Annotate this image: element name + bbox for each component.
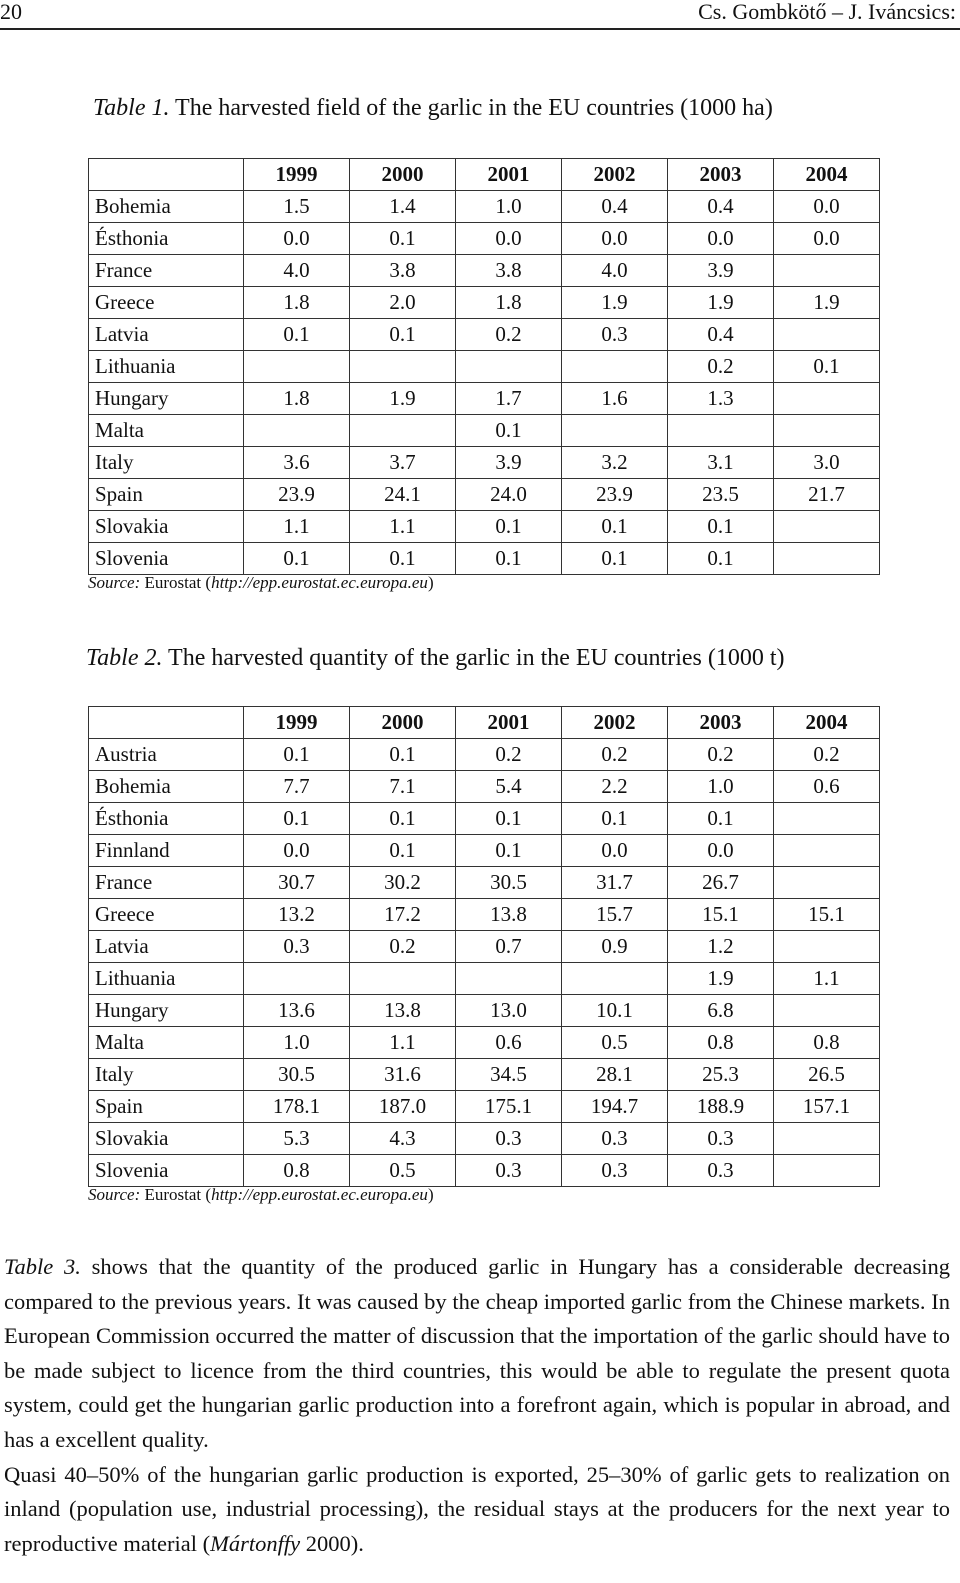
table1-source-label: Source: — [88, 573, 141, 592]
value-cell: 0.1 — [244, 319, 350, 351]
table-row — [89, 835, 880, 867]
value-cell: 1.8 — [244, 287, 350, 319]
header-cell-year: 2001 — [456, 159, 562, 191]
table2-source-label: Source: — [88, 1185, 141, 1204]
value-cell: 0.8 — [244, 1155, 350, 1187]
value-cell: 1.9 — [668, 963, 774, 995]
value-cell: 0.4 — [668, 319, 774, 351]
value-cell: 0.3 — [668, 1155, 774, 1187]
header-cell-year: 1999 — [244, 707, 350, 739]
table-row — [89, 1059, 880, 1091]
value-cell: 0.3 — [244, 931, 350, 963]
paragraph-2-text: Quasi 40–50% of the hungarian garlic production is exported, 25–30% of garlic gets to realization on inland (population use, industrial processing), the residual stays at the producers for the next year to reproductive material ( — [4, 1461, 950, 1556]
value-cell: 187.0 — [350, 1091, 456, 1123]
table-row — [89, 543, 880, 575]
value-cell: 26.5 — [774, 1059, 880, 1091]
country-cell: Italy — [89, 447, 244, 479]
table-row — [89, 739, 880, 771]
value-cell: 0.1 — [668, 511, 774, 543]
value-cell — [562, 963, 668, 995]
value-cell: 0.0 — [562, 223, 668, 255]
value-cell — [244, 415, 350, 447]
value-cell: 0.1 — [774, 351, 880, 383]
country-cell: Bohemia — [89, 191, 244, 223]
value-cell: 7.1 — [350, 771, 456, 803]
value-cell — [244, 351, 350, 383]
paragraph-2-end: 2000). — [300, 1530, 364, 1556]
header-cell-year: 2000 — [350, 159, 456, 191]
value-cell: 2.2 — [562, 771, 668, 803]
country-cell: Hungary — [89, 995, 244, 1027]
value-cell: 0.3 — [562, 1155, 668, 1187]
country-cell: Slovenia — [89, 543, 244, 575]
table1-caption-text: The harvested field of the garlic in the EU countries (1000 ha) — [169, 95, 773, 121]
table2-source-close: ) — [427, 1185, 434, 1204]
value-cell — [456, 351, 562, 383]
value-cell — [774, 931, 880, 963]
value-cell: 1.0 — [244, 1027, 350, 1059]
country-cell: Latvia — [89, 319, 244, 351]
value-cell: 1.1 — [350, 511, 456, 543]
table-row — [89, 415, 880, 447]
table-row — [89, 1123, 880, 1155]
value-cell: 0.1 — [350, 319, 456, 351]
header-cell-year: 2000 — [350, 707, 456, 739]
value-cell: 0.0 — [562, 835, 668, 867]
header-cell-country — [89, 707, 244, 739]
table-row — [89, 351, 880, 383]
value-cell — [350, 415, 456, 447]
value-cell: 0.6 — [456, 1027, 562, 1059]
header-cell-year: 1999 — [244, 159, 350, 191]
country-cell: Bohemia — [89, 771, 244, 803]
table2-source-url: http://epp.eurostat.ec.europa.eu — [211, 1185, 428, 1204]
body-paragraph-1 — [4, 1250, 950, 1458]
value-cell: 4.3 — [350, 1123, 456, 1155]
value-cell: 13.8 — [456, 899, 562, 931]
value-cell: 0.1 — [456, 803, 562, 835]
value-cell: 1.9 — [774, 287, 880, 319]
value-cell: 13.8 — [350, 995, 456, 1027]
table1-caption-label: Table 1. — [93, 95, 170, 121]
value-cell: 13.6 — [244, 995, 350, 1027]
country-cell: France — [89, 867, 244, 899]
value-cell: 1.1 — [774, 963, 880, 995]
value-cell: 0.3 — [562, 1123, 668, 1155]
running-head: Cs. Gombkötő – J. Iváncsics: — [698, 0, 956, 24]
value-cell: 0.4 — [562, 191, 668, 223]
value-cell: 0.1 — [562, 543, 668, 575]
value-cell: 175.1 — [456, 1091, 562, 1123]
value-cell: 0.2 — [668, 351, 774, 383]
value-cell: 0.3 — [456, 1123, 562, 1155]
value-cell: 13.0 — [456, 995, 562, 1027]
value-cell: 28.1 — [562, 1059, 668, 1091]
value-cell: 3.9 — [668, 255, 774, 287]
value-cell: 0.0 — [668, 223, 774, 255]
table-row — [89, 223, 880, 255]
value-cell: 31.7 — [562, 867, 668, 899]
value-cell: 1.7 — [456, 383, 562, 415]
value-cell: 0.1 — [350, 739, 456, 771]
table-row — [89, 931, 880, 963]
table-row — [89, 319, 880, 351]
value-cell: 24.0 — [456, 479, 562, 511]
value-cell: 0.0 — [244, 223, 350, 255]
table-row — [89, 383, 880, 415]
country-cell: Slovakia — [89, 511, 244, 543]
value-cell: 0.1 — [350, 835, 456, 867]
table-row — [89, 899, 880, 931]
value-cell: 5.4 — [456, 771, 562, 803]
value-cell: 0.2 — [350, 931, 456, 963]
header-cell-year: 2001 — [456, 707, 562, 739]
value-cell — [774, 255, 880, 287]
value-cell: 30.2 — [350, 867, 456, 899]
value-cell — [774, 415, 880, 447]
value-cell — [350, 351, 456, 383]
value-cell: 0.8 — [668, 1027, 774, 1059]
value-cell — [774, 511, 880, 543]
value-cell — [562, 415, 668, 447]
value-cell — [774, 1123, 880, 1155]
value-cell: 0.0 — [668, 835, 774, 867]
country-cell: Finnland — [89, 835, 244, 867]
value-cell: 30.7 — [244, 867, 350, 899]
country-cell: Italy — [89, 1059, 244, 1091]
value-cell: 0.8 — [774, 1027, 880, 1059]
country-cell: Spain — [89, 1091, 244, 1123]
country-cell: Slovakia — [89, 1123, 244, 1155]
value-cell: 1.1 — [244, 511, 350, 543]
country-cell: Ésthonia — [89, 223, 244, 255]
table1-source-url: http://epp.eurostat.ec.europa.eu — [211, 573, 428, 592]
value-cell: 0.2 — [562, 739, 668, 771]
value-cell: 1.4 — [350, 191, 456, 223]
value-cell — [774, 543, 880, 575]
table1-caption — [93, 95, 773, 122]
table-row — [89, 1091, 880, 1123]
value-cell: 0.1 — [668, 543, 774, 575]
value-cell — [562, 351, 668, 383]
country-cell: Latvia — [89, 931, 244, 963]
value-cell — [774, 319, 880, 351]
value-cell: 3.7 — [350, 447, 456, 479]
country-cell: France — [89, 255, 244, 287]
value-cell: 1.9 — [668, 287, 774, 319]
country-cell: Greece — [89, 287, 244, 319]
value-cell: 30.5 — [244, 1059, 350, 1091]
value-cell: 6.8 — [668, 995, 774, 1027]
value-cell — [774, 995, 880, 1027]
header-cell-year: 2002 — [562, 159, 668, 191]
value-cell — [774, 835, 880, 867]
country-cell: Lithuania — [89, 963, 244, 995]
body-paragraph-2 — [4, 1458, 950, 1562]
country-cell: Ésthonia — [89, 803, 244, 835]
value-cell — [350, 963, 456, 995]
value-cell: 15.1 — [774, 899, 880, 931]
value-cell: 0.5 — [562, 1027, 668, 1059]
value-cell: 0.4 — [668, 191, 774, 223]
value-cell: 0.0 — [456, 223, 562, 255]
value-cell — [668, 415, 774, 447]
table2 — [88, 706, 880, 1187]
value-cell: 1.3 — [668, 383, 774, 415]
value-cell: 1.5 — [244, 191, 350, 223]
value-cell: 1.9 — [562, 287, 668, 319]
value-cell: 3.8 — [456, 255, 562, 287]
value-cell: 188.9 — [668, 1091, 774, 1123]
value-cell: 4.0 — [244, 255, 350, 287]
value-cell: 0.1 — [244, 803, 350, 835]
value-cell: 0.2 — [456, 739, 562, 771]
value-cell — [774, 803, 880, 835]
header-cell-year: 2004 — [774, 159, 880, 191]
value-cell: 1.1 — [350, 1027, 456, 1059]
header-cell-year: 2003 — [668, 159, 774, 191]
value-cell: 17.2 — [350, 899, 456, 931]
value-cell: 0.1 — [350, 803, 456, 835]
header-cell-year: 2003 — [668, 707, 774, 739]
value-cell: 0.1 — [244, 739, 350, 771]
table-header-row — [89, 159, 880, 191]
table-row — [89, 511, 880, 543]
value-cell: 10.1 — [562, 995, 668, 1027]
table2-source-name: Eurostat ( — [140, 1185, 212, 1204]
table-header-row — [89, 707, 880, 739]
value-cell — [774, 867, 880, 899]
value-cell: 34.5 — [456, 1059, 562, 1091]
table-row — [89, 287, 880, 319]
table2-caption-text: The harvested quantity of the garlic in the EU countries (1000 t) — [162, 645, 785, 671]
value-cell: 157.1 — [774, 1091, 880, 1123]
value-cell: 0.3 — [456, 1155, 562, 1187]
table1-source-name: Eurostat ( — [140, 573, 212, 592]
value-cell: 0.1 — [456, 415, 562, 447]
value-cell: 0.0 — [244, 835, 350, 867]
country-cell: Greece — [89, 899, 244, 931]
value-cell: 1.8 — [244, 383, 350, 415]
value-cell: 0.1 — [350, 543, 456, 575]
paragraph-1-text: shows that the quantity of the produced garlic in Hungary has a considerable decreasing compared to the previous years. It was caused by the cheap imported garlic from the Chinese markets. In European Commission occurred the matter of discussion that the importation of the garlic should have to be made subject to licence from the third countries, this would be able to regulate the present quota system, could get the hungarian garlic production into a forefront again, which is popular in abroad, and has a excellent quality. — [4, 1254, 950, 1452]
header-cell-year: 2002 — [562, 707, 668, 739]
value-cell — [774, 383, 880, 415]
value-cell: 0.6 — [774, 771, 880, 803]
country-cell: Slovenia — [89, 1155, 244, 1187]
table2-caption-label: Table 2. — [86, 645, 163, 671]
country-cell: Malta — [89, 415, 244, 447]
value-cell: 24.1 — [350, 479, 456, 511]
value-cell: 0.1 — [562, 803, 668, 835]
value-cell: 1.6 — [562, 383, 668, 415]
value-cell: 0.0 — [774, 223, 880, 255]
value-cell: 0.1 — [350, 223, 456, 255]
value-cell: 3.2 — [562, 447, 668, 479]
value-cell: 2.0 — [350, 287, 456, 319]
value-cell: 0.1 — [456, 511, 562, 543]
value-cell: 0.5 — [350, 1155, 456, 1187]
value-cell: 3.9 — [456, 447, 562, 479]
value-cell: 0.1 — [456, 543, 562, 575]
value-cell: 25.3 — [668, 1059, 774, 1091]
value-cell: 0.1 — [668, 803, 774, 835]
value-cell: 0.2 — [774, 739, 880, 771]
table-row — [89, 803, 880, 835]
table1-source-close: ) — [427, 573, 434, 592]
table-row — [89, 867, 880, 899]
value-cell: 0.7 — [456, 931, 562, 963]
table-row — [89, 447, 880, 479]
country-cell: Austria — [89, 739, 244, 771]
value-cell: 30.5 — [456, 867, 562, 899]
table-row — [89, 479, 880, 511]
value-cell: 178.1 — [244, 1091, 350, 1123]
value-cell: 3.8 — [350, 255, 456, 287]
value-cell: 0.3 — [562, 319, 668, 351]
value-cell: 3.6 — [244, 447, 350, 479]
value-cell: 23.5 — [668, 479, 774, 511]
country-cell: Spain — [89, 479, 244, 511]
value-cell: 1.9 — [350, 383, 456, 415]
table1 — [88, 158, 880, 575]
value-cell: 13.2 — [244, 899, 350, 931]
country-cell: Lithuania — [89, 351, 244, 383]
value-cell: 0.1 — [244, 543, 350, 575]
value-cell: 1.8 — [456, 287, 562, 319]
page-number: 20 — [0, 0, 22, 24]
value-cell: 0.3 — [668, 1123, 774, 1155]
value-cell: 15.1 — [668, 899, 774, 931]
value-cell — [244, 963, 350, 995]
value-cell: 1.0 — [456, 191, 562, 223]
country-cell: Hungary — [89, 383, 244, 415]
header-cell-country — [89, 159, 244, 191]
table-row — [89, 191, 880, 223]
value-cell: 5.3 — [244, 1123, 350, 1155]
value-cell: 0.9 — [562, 931, 668, 963]
table2-caption — [86, 645, 785, 672]
table-row — [89, 255, 880, 287]
table1-source — [88, 573, 434, 593]
value-cell: 26.7 — [668, 867, 774, 899]
citation-author: Mártonffy — [210, 1530, 301, 1556]
table-row — [89, 963, 880, 995]
value-cell: 15.7 — [562, 899, 668, 931]
value-cell: 0.2 — [668, 739, 774, 771]
table-row — [89, 1027, 880, 1059]
value-cell: 23.9 — [244, 479, 350, 511]
value-cell: 0.0 — [774, 191, 880, 223]
value-cell — [456, 963, 562, 995]
table3-reference: Table 3. — [4, 1254, 81, 1279]
page-header — [0, 0, 960, 30]
value-cell: 0.1 — [562, 511, 668, 543]
value-cell: 1.0 — [668, 771, 774, 803]
value-cell — [774, 1155, 880, 1187]
value-cell: 3.0 — [774, 447, 880, 479]
value-cell: 0.1 — [456, 835, 562, 867]
value-cell: 31.6 — [350, 1059, 456, 1091]
value-cell: 194.7 — [562, 1091, 668, 1123]
table-row — [89, 771, 880, 803]
value-cell: 7.7 — [244, 771, 350, 803]
body-text — [4, 1250, 950, 1561]
country-cell: Malta — [89, 1027, 244, 1059]
value-cell: 21.7 — [774, 479, 880, 511]
value-cell: 23.9 — [562, 479, 668, 511]
table2-source — [88, 1185, 434, 1205]
header-cell-year: 2004 — [774, 707, 880, 739]
table-row — [89, 995, 880, 1027]
value-cell: 4.0 — [562, 255, 668, 287]
value-cell: 0.2 — [456, 319, 562, 351]
value-cell: 3.1 — [668, 447, 774, 479]
table-row — [89, 1155, 880, 1187]
value-cell: 1.2 — [668, 931, 774, 963]
